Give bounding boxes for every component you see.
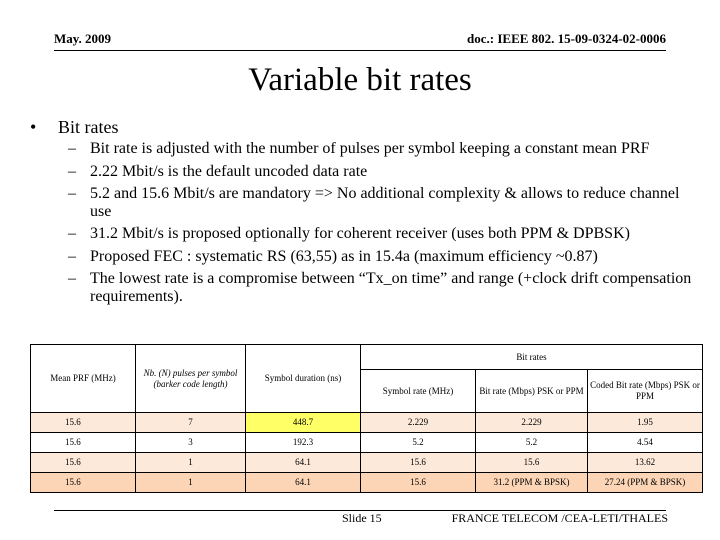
table-cell: 5.2 (476, 433, 588, 453)
header-coded-bit-rate: Coded Bit rate (Mbps) PSK or PPM (588, 370, 703, 413)
bullet-text: Bit rates (58, 117, 119, 137)
header-bit-rate: Bit rate (Mbps) PSK or PPM (476, 370, 588, 413)
bullet-bit-rates (30, 116, 119, 138)
dash-icon: – (68, 162, 76, 180)
table-cell: 27.24 (PPM & BPSK) (588, 473, 703, 493)
table-cell: 3 (136, 433, 246, 453)
table-cell: 31.2 (PPM & BPSK) (476, 473, 588, 493)
subbullet-item (68, 248, 698, 266)
subbullet-text: 31.2 Mbit/s is proposed optionally for coherent receiver (uses both PPM & DPBSK) (90, 225, 630, 242)
table-cell-highlighted: 448.7 (246, 413, 361, 433)
table-cell: 15.6 (361, 453, 476, 473)
table-cell: 4.54 (588, 433, 703, 453)
header-symbol-rate: Symbol rate (MHz) (361, 370, 476, 413)
footer-organization: FRANCE TELECOM /CEA-LETI/THALES (451, 511, 668, 525)
header-mean-prf: Mean PRF (MHz) (31, 345, 136, 413)
table-cell: 15.6 (31, 413, 136, 433)
subbullet-text: The lowest rate is a compromise between “Tx_on time” and range (+clock drift compensation requirements). (90, 270, 692, 305)
table-cell: 7 (136, 413, 246, 433)
table-cell: 5.2 (361, 433, 476, 453)
table-cell: 192.3 (246, 433, 361, 453)
subbullet-item (68, 225, 698, 243)
header-doc-id: doc.: IEEE 802. 15-09-0324-02-0006 (467, 31, 666, 46)
bullet-icon: • (30, 117, 37, 137)
table-cell: 1 (136, 473, 246, 493)
table-row (31, 473, 703, 493)
dash-icon: – (68, 225, 76, 242)
subbullet-text: Bit rate is adjusted with the number of pulses per symbol keeping a constant mean PRF (90, 140, 650, 157)
subbullet-item (68, 163, 698, 181)
table-cell: 15.6 (31, 433, 136, 453)
dash-icon: – (68, 185, 76, 202)
dash-icon: – (68, 140, 76, 157)
table-cell: 64.1 (246, 473, 361, 493)
header-symbol-duration: Symbol duration (ns) (246, 345, 361, 413)
dash-icon: – (68, 270, 76, 287)
table-cell: 64.1 (246, 453, 361, 473)
slide-title: Variable bit rates (248, 62, 472, 98)
slide-number: Slide 15 (342, 511, 382, 525)
table-cell: 15.6 (476, 453, 588, 473)
table-cell: 2.229 (361, 413, 476, 433)
table-cell: 1.95 (588, 413, 703, 433)
table-cell: 15.6 (361, 473, 476, 493)
header-nb-pulses: Nb. (N) pulses per symbol (barker code length) (136, 345, 246, 413)
subbullet-text: Proposed FEC : systematic RS (63,55) as in 15.4a (maximum efficiency ~0.87) (90, 247, 598, 265)
subbullet-item (68, 140, 698, 158)
table-row (31, 453, 703, 473)
table-row (31, 413, 703, 433)
table-cell: 15.6 (31, 473, 136, 493)
subbullet-item (68, 270, 698, 305)
bit-rates-table (30, 344, 703, 493)
table-cell: 1 (136, 453, 246, 473)
subbullet-item (68, 185, 698, 220)
header-date: May. 2009 (54, 31, 112, 46)
table-cell: 13.62 (588, 453, 703, 473)
table-cell: 15.6 (31, 453, 136, 473)
table-cell: 2.229 (476, 413, 588, 433)
subbullet-text: 5.2 and 15.6 Mbit/s are mandatory => No additional complexity & allows to reduce channel use (90, 185, 680, 220)
subbullet-text: 2.22 Mbit/s is the default uncoded data rate (90, 162, 368, 180)
subbullet-list (68, 140, 698, 310)
header-divider (54, 50, 666, 51)
table-row (31, 433, 703, 453)
header-bit-rates-group: Bit rates (361, 345, 703, 370)
dash-icon: – (68, 247, 76, 265)
